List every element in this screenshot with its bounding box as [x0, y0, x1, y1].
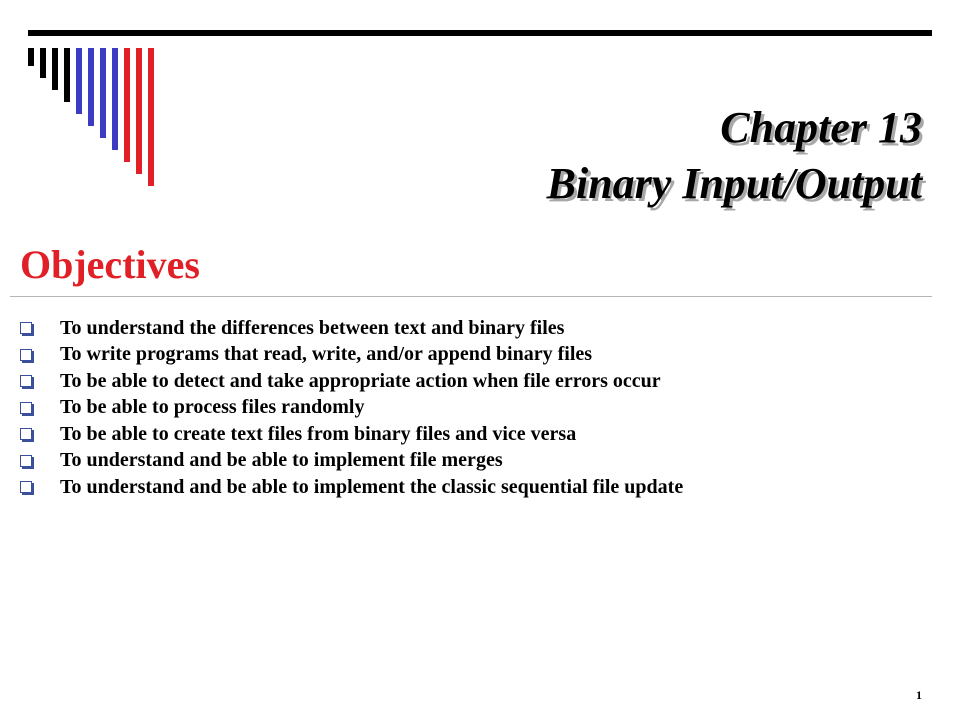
- hollow-square-bullet-icon: [20, 375, 32, 387]
- decorative-bar: [52, 48, 58, 90]
- page-number: 1: [916, 688, 922, 702]
- objective-item: [20, 395, 683, 422]
- decorative-bar: [40, 48, 46, 78]
- hollow-square-bullet-icon: [20, 428, 32, 440]
- title-chapter: Chapter 13: [720, 103, 922, 152]
- slide-title: [547, 100, 922, 212]
- hollow-square-bullet-icon: [20, 402, 32, 414]
- hollow-square-bullet-icon: [20, 481, 32, 493]
- objective-text: To understand and be able to implement file merges: [60, 449, 503, 472]
- objective-item: [20, 421, 683, 448]
- objective-text: To write programs that read, write, and/or append binary files: [60, 343, 593, 366]
- decorative-bar: [148, 48, 154, 186]
- decorative-bar: [136, 48, 142, 174]
- decorative-bar: [112, 48, 118, 150]
- objective-item: [20, 474, 683, 501]
- decorative-bar: [76, 48, 82, 114]
- objective-item: [20, 368, 683, 395]
- title-subject: Binary Input/Output: [546, 159, 922, 208]
- objective-text: To be able to process files randomly: [60, 396, 365, 419]
- objective-item: [20, 315, 683, 342]
- objective-item: [20, 448, 683, 475]
- decorative-bar: [124, 48, 130, 162]
- decorative-bar: [100, 48, 106, 138]
- objectives-list: [20, 315, 683, 501]
- objective-text: To be able to create text files from binary files and vice versa: [60, 422, 577, 445]
- objective-text: To understand the differences between text and binary files: [60, 316, 565, 339]
- hollow-square-bullet-icon: [20, 322, 32, 334]
- decorative-bar: [88, 48, 94, 126]
- hollow-square-bullet-icon: [20, 349, 32, 361]
- objective-item: [20, 342, 683, 369]
- objective-text: To be able to detect and take appropriate action when file errors occur: [60, 369, 661, 392]
- objectives-heading: Objectives: [20, 242, 200, 287]
- decorative-bar: [64, 48, 70, 102]
- vertical-bars-decoration: [0, 0, 200, 200]
- hollow-square-bullet-icon: [20, 455, 32, 467]
- decorative-bar: [28, 48, 34, 66]
- objective-text: To understand and be able to implement the classic sequential file update: [60, 475, 684, 498]
- heading-divider: [10, 296, 932, 297]
